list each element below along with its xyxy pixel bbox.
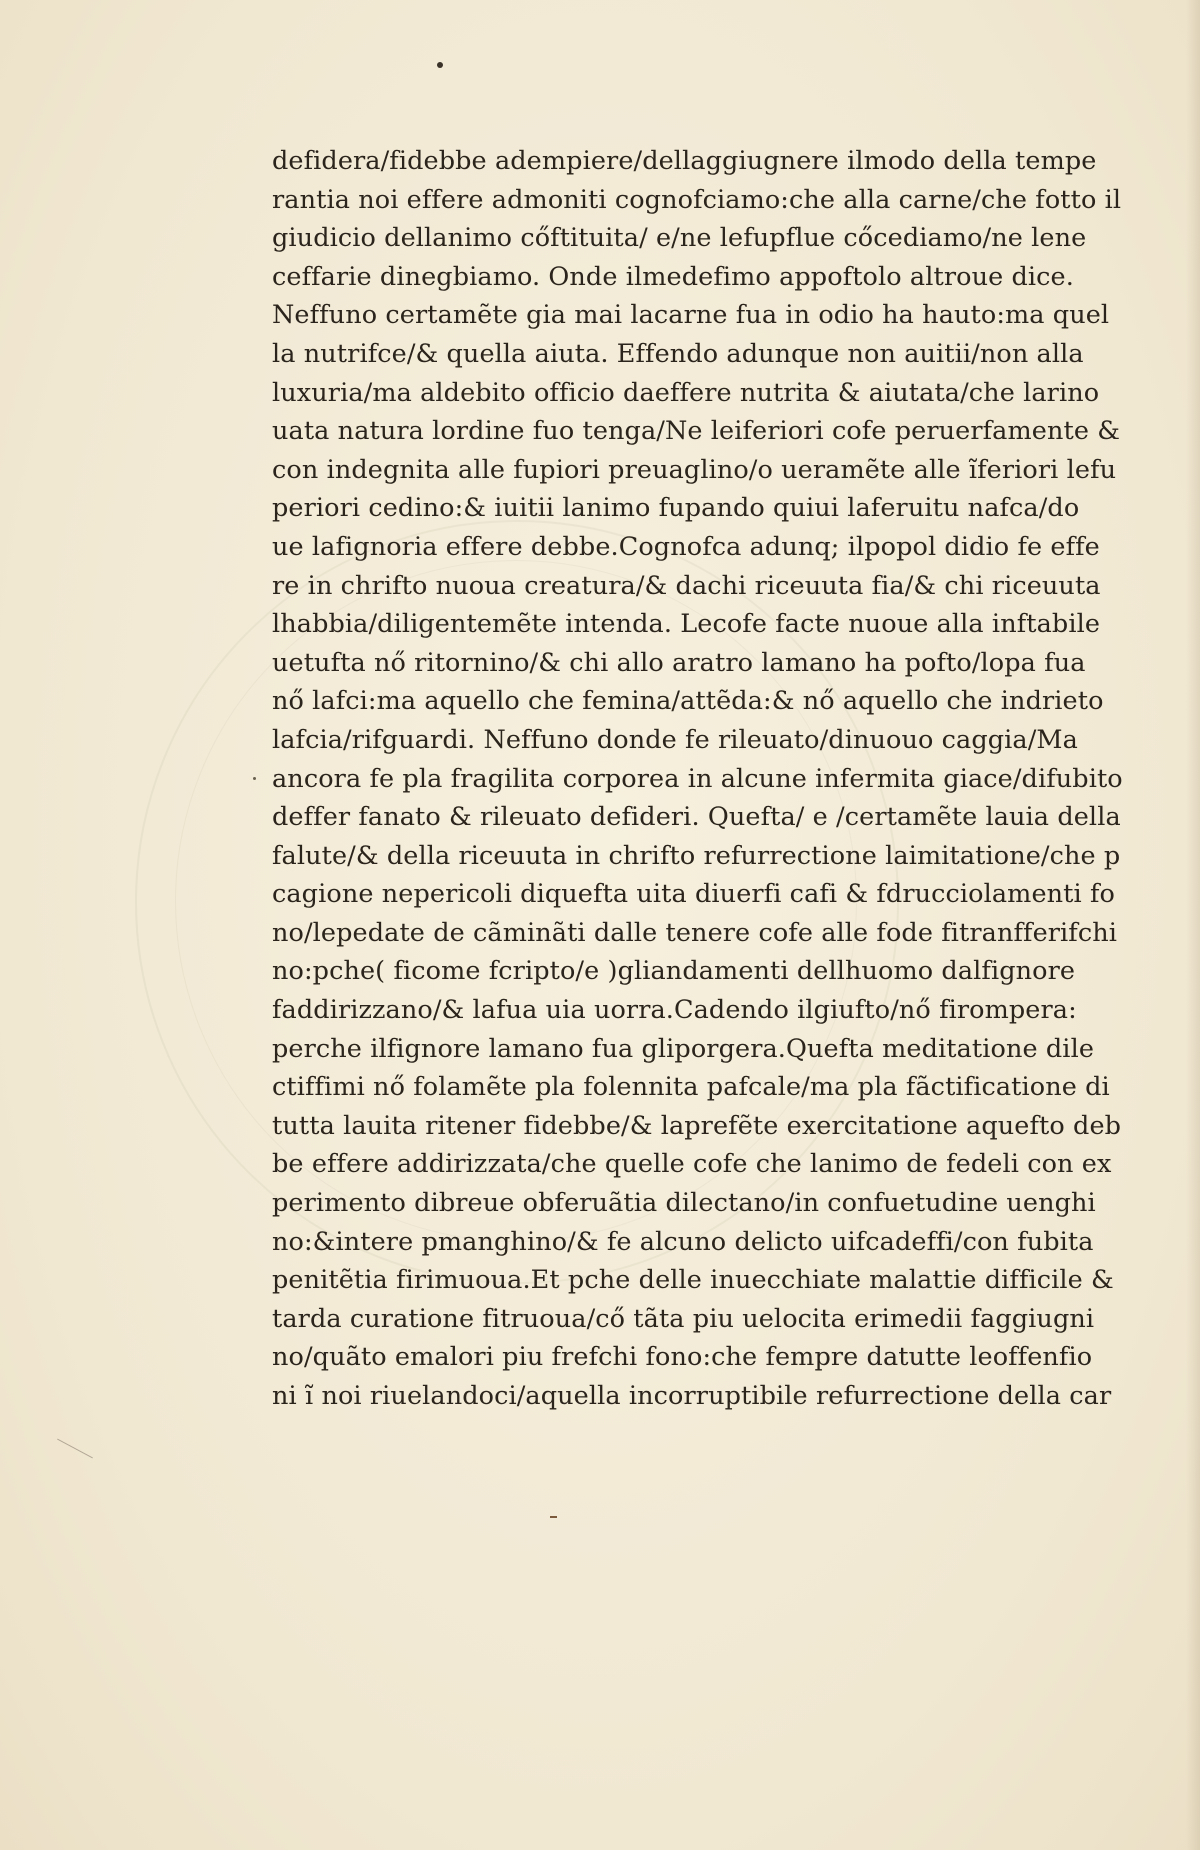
text-line: lafcia/rifguardi. Neffuno donde fe rileuato/dinuouo caggia/Ma	[272, 724, 1078, 755]
text-line: faddirizzano/& lafua uia uorra.Cadendo ilgiufto/nő firompera:	[272, 995, 1077, 1026]
text-line: no:pche( ficome fcripto/e )gliandamenti dellhuomo dalfignore	[272, 956, 1076, 987]
text-line: tarda curatione fitruoua/cő tãta piu uelocita erimedii faggiugni	[272, 1303, 1095, 1334]
text-line: no/lepedate de cãminãti dalle tenere cofe alle fode fitranfferifchi	[272, 917, 1117, 948]
page-edge-shadow	[1186, 0, 1200, 1850]
bottom-ornament-mark	[550, 1516, 557, 1518]
text-line: perche ilfignore lamano fua gliporgera.Quefta meditatione dile	[272, 1033, 1095, 1064]
text-line: be effere addirizzata/che quelle cofe che lanimo de fedeli con ex	[272, 1149, 1112, 1180]
text-line: defidera/fidebbe adempiere/dellaggiugnere ilmodo della tempe	[272, 146, 1097, 176]
text-line: no:&intere pmanghino/& fe alcuno delicto uifcadeffi/con fubita	[272, 1226, 1094, 1257]
margin-dot	[253, 777, 256, 780]
text-line: penitẽtia firimuoua.Et pche delle inuecchiate malattie difficile &	[272, 1265, 1114, 1296]
text-line: ancora fe pla fragilita corporea in alcune infermita giace/difubito	[272, 763, 1123, 794]
text-line: luxuria/ma aldebito officio daeffere nutrita & aiutata/che larino	[272, 377, 1100, 408]
text-line: periori cedino:& iuitii lanimo fupando quiui laferuitu nafca/do	[272, 493, 1080, 524]
text-line: falute/& della riceuuta in chrifto refurrectione laimitatione/che p	[272, 840, 1121, 871]
text-line: re in chrifto nuoua creatura/& dachi riceuuta fia/& chi riceuuta	[272, 570, 1101, 601]
text-line: Neffuno certamẽte gia mai lacarne fua in odio ha hauto:ma quel	[272, 300, 1110, 331]
text-line: cagione nepericoli diquefta uita diuerfi cafi & fdrucciolamenti fo	[272, 879, 1115, 910]
text-line: nő lafci:ma aquello che femina/attẽda:& nő aquello che indrieto	[272, 686, 1104, 717]
top-ornament-dot	[437, 62, 443, 68]
text-line: deffer fanato & rileuato defideri. Quefta/ e /certamẽte lauia della	[272, 802, 1121, 833]
text-block	[272, 142, 1132, 1416]
text-line: ue lafignoria effere debbe.Cognofca adunq; ilpopol didio fe effe	[272, 531, 1100, 562]
text-line: con indegnita alle fupiori preuaglino/o ueramẽte alle ĩferiori lefu	[272, 454, 1117, 485]
text-line: lhabbia/diligentemẽte intenda. Lecofe facte nuoue alla inftabile	[272, 609, 1101, 640]
text-line: uetufta nő ritornino/& chi allo aratro lamano ha pofto/lopa fua	[272, 647, 1086, 678]
text-line: ceffarie dinegbiamo. Onde ilmedefimo appoftolo altroue dice.	[272, 261, 1074, 292]
text-line: giudicio dellanimo cőftituita/ e/ne lefupflue cőcediamo/ne lene	[272, 223, 1087, 254]
text-line: ni ĩ noi riuelandoci/aquella incorruptibile refurrectione della car	[272, 1381, 1112, 1411]
text-line: rantia noi effere admoniti cognofciamo:che alla carne/che fotto il	[272, 184, 1122, 215]
text-line: perimento dibreue obferuãtia dilectano/in confuetudine uenghi	[272, 1188, 1096, 1219]
text-line: no/quãto emalori piu frefchi fono:che fempre datutte leoffenfio	[272, 1342, 1093, 1373]
text-line: la nutrifce/& quella aiuta. Effendo adunque non auitii/non alla	[272, 338, 1084, 369]
margin-scratch	[57, 1439, 93, 1459]
text-line: ctiffimi nő folamẽte pla folennita pafcale/ma pla fãctificatione di	[272, 1072, 1110, 1103]
text-line: uata natura lordine fuo tenga/Ne leiferiori cofe peruerfamente &	[272, 416, 1121, 447]
text-line: tutta lauita ritener fidebbe/& laprefẽte exercitatione aquefto deb	[272, 1110, 1122, 1141]
